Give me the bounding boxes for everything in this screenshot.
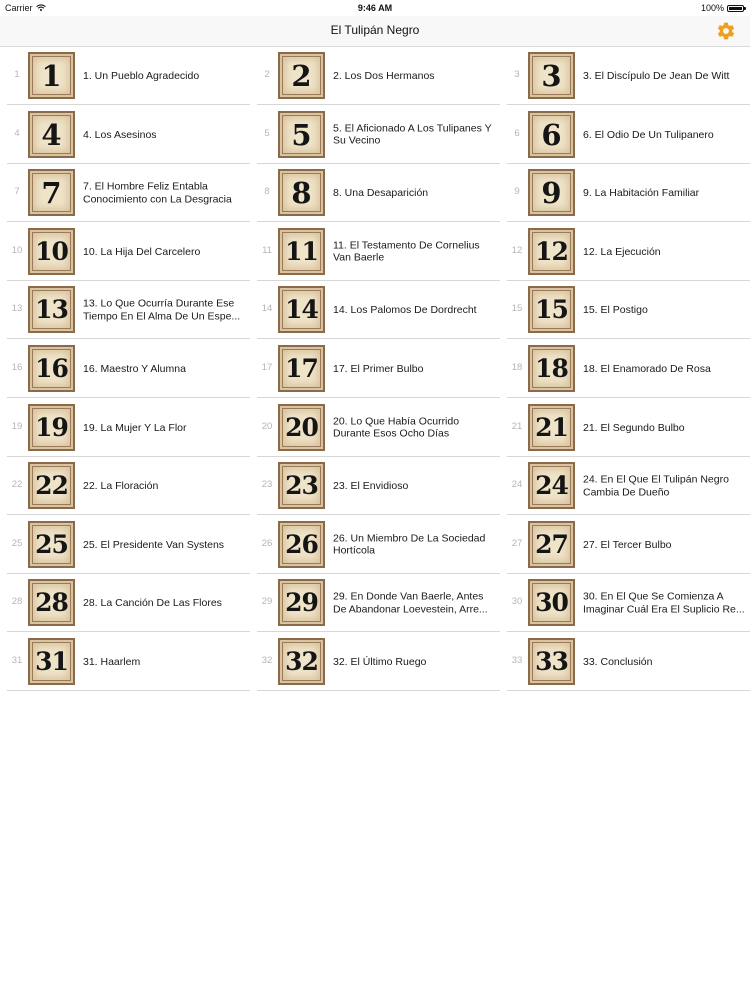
chapter-title: 25. El Presidente Van Systens [83, 538, 225, 551]
chapter-index: 26 [261, 537, 273, 549]
chapter-thumbnail [528, 228, 575, 275]
chapter-badge-number: 31 [35, 647, 68, 676]
chapter-cell[interactable] [7, 633, 250, 691]
chapter-badge-number: 13 [35, 295, 68, 325]
chapter-index: 1 [14, 69, 20, 80]
battery-status [701, 3, 744, 13]
chapter-title: 12. La Ejecución [583, 245, 661, 258]
chapter-thumbnail [28, 404, 75, 451]
chapter-cell[interactable] [7, 457, 250, 515]
chapter-badge-number: 5 [291, 117, 312, 152]
chapter-thumbnail [278, 286, 325, 333]
chapter-badge-number: 23 [285, 471, 318, 501]
chapter-index: 9 [514, 186, 520, 198]
chapter-index: 12 [511, 244, 523, 256]
chapter-title: 6. El Odio De Un Tulipanero [583, 128, 714, 141]
chapter-thumbnail [528, 52, 575, 99]
chapter-badge-number: 25 [35, 529, 68, 559]
chapter-badge-number: 14 [285, 295, 318, 325]
chapter-cell[interactable] [507, 47, 750, 105]
chapter-badge-number: 21 [535, 412, 568, 442]
chapter-thumbnail [528, 462, 575, 509]
chapter-thumbnail [278, 579, 325, 626]
chapter-badge-number: 18 [535, 354, 568, 383]
battery-percent: 100% [700, 3, 724, 13]
chapter-badge-number: 16 [35, 354, 68, 383]
chapter-index: 3 [514, 69, 520, 80]
page-title: El Tulipán Negro [330, 23, 420, 37]
chapter-title: 30. En El Que Se Comienza A Imaginar Cuál Era El Suplicio Re... [583, 590, 745, 616]
chapter-title: 2. Los Dos Hermanos [333, 69, 435, 82]
chapter-thumbnail [278, 404, 325, 451]
chapter-thumbnail [278, 169, 325, 216]
chapter-cell[interactable] [507, 633, 750, 691]
chapter-index: 2 [264, 69, 270, 80]
chapter-title: 14. Los Palomos De Dordrecht [333, 304, 477, 317]
chapter-badge-number: 26 [285, 529, 318, 559]
chapter-thumbnail [28, 228, 75, 275]
chapter-index: 15 [511, 303, 523, 315]
chapter-cell[interactable] [257, 516, 500, 574]
chapter-title: 1. Un Pueblo Agradecido [83, 69, 200, 82]
chapter-title: 18. El Enamorado De Rosa [583, 362, 711, 375]
chapter-title: 24. En El Que El Tulipán Negro Cambia De Dueño [583, 473, 729, 499]
chapter-badge-number: 15 [535, 295, 568, 325]
chapter-title: 16. Maestro Y Alumna [83, 362, 186, 375]
chapter-thumbnail [528, 111, 575, 158]
chapter-thumbnail [528, 404, 575, 451]
chapter-title: 21. El Segundo Bulbo [583, 421, 685, 434]
chapter-title: 17. El Primer Bulbo [333, 362, 424, 375]
cell-separator [507, 690, 750, 691]
chapter-badge-number: 10 [35, 236, 68, 266]
chapter-index: 16 [11, 362, 23, 373]
chapter-cell[interactable] [257, 281, 500, 339]
chapter-index: 23 [261, 479, 273, 491]
chapter-badge-number: 4 [41, 117, 62, 152]
chapter-badge-number: 30 [535, 588, 568, 618]
chapter-cell[interactable] [507, 399, 750, 457]
chapter-badge-number: 20 [285, 412, 318, 442]
chapter-index: 25 [11, 537, 23, 549]
chapter-index: 31 [11, 655, 23, 666]
chapter-title: 28. La Canción De Las Flores [83, 597, 222, 610]
battery-fill [729, 7, 742, 10]
chapter-cell[interactable] [7, 47, 250, 105]
chapter-badge-number: 24 [535, 471, 568, 501]
chapter-title: 22. La Floración [83, 479, 159, 492]
chapter-index: 30 [511, 596, 523, 608]
chapter-thumbnail [28, 638, 75, 685]
chapter-title: 10. La Hija Del Carcelero [83, 245, 201, 258]
chapter-title: 11. El Testamento De Cornelius Van Baerle [333, 239, 480, 264]
chapter-thumbnail [278, 52, 325, 99]
chapter-badge-number: 8 [291, 176, 312, 211]
chapter-badge-number: 28 [35, 588, 68, 618]
chapter-thumbnail [278, 111, 325, 158]
chapter-thumbnail [278, 345, 325, 392]
chapter-index: 29 [261, 596, 273, 608]
chapter-badge-number: 3 [541, 59, 562, 93]
chapter-cell[interactable] [507, 223, 750, 281]
chapter-badge-number: 27 [535, 529, 568, 559]
chapter-cell[interactable] [507, 516, 750, 574]
chapter-cell[interactable] [257, 106, 500, 164]
chapter-index: 4 [14, 127, 20, 139]
battery-icon [727, 5, 744, 12]
chapter-cell[interactable] [257, 633, 500, 691]
chapter-index: 27 [511, 537, 523, 549]
status-time: 9:46 AM [357, 3, 393, 13]
chapter-badge-number: 1 [41, 59, 62, 93]
chapter-cell[interactable] [507, 106, 750, 164]
chapter-title: 7. El Hombre Feliz Entabla Conocimiento con La Desgracia [83, 180, 232, 206]
chapter-index: 8 [264, 186, 270, 198]
chapter-thumbnail [28, 111, 75, 158]
chapter-thumbnail [278, 462, 325, 509]
chapter-cell[interactable] [257, 457, 500, 515]
chapter-title: 33. Conclusión [583, 655, 653, 668]
chapter-thumbnail [528, 286, 575, 333]
chapter-thumbnail [528, 345, 575, 392]
chapter-thumbnail [28, 52, 75, 99]
chapter-thumbnail [278, 228, 325, 275]
chapter-index: 10 [11, 244, 23, 256]
chapter-title: 9. La Habitación Familiar [583, 186, 700, 199]
chapter-cell[interactable] [257, 47, 500, 105]
chapter-badge-number: 7 [41, 176, 62, 211]
chapter-badge-number: 17 [285, 354, 318, 383]
chapter-title: 4. Los Asesinos [83, 128, 157, 141]
chapter-title: 29. En Donde Van Baerle, Antes De Abandonar Loevestein, Arre... [333, 590, 488, 616]
chapter-index: 20 [261, 420, 273, 432]
cell-separator [7, 690, 250, 691]
chapter-title: 8. Una Desaparición [333, 186, 429, 199]
chapter-cell[interactable] [507, 281, 750, 339]
chapter-thumbnail [528, 521, 575, 568]
chapter-thumbnail [528, 169, 575, 216]
chapter-cell[interactable] [7, 281, 250, 339]
chapter-index: 6 [514, 127, 520, 139]
chapter-index: 24 [511, 479, 523, 491]
chapter-title: 19. La Mujer Y La Flor [83, 421, 187, 434]
chapter-thumbnail [528, 638, 575, 685]
chapter-thumbnail [28, 286, 75, 333]
chapter-index: 28 [11, 596, 23, 608]
chapter-thumbnail [278, 521, 325, 568]
chapter-title: 20. Lo Que Había Ocurrido Durante Esos Ocho Días [333, 415, 460, 440]
chapter-index: 17 [261, 362, 273, 373]
chapter-badge-number: 22 [35, 471, 68, 501]
chapter-title: 31. Haarlem [83, 655, 141, 668]
chapter-thumbnail [28, 462, 75, 509]
carrier-label: Carrier [5, 3, 33, 13]
chapter-badge-number: 32 [285, 647, 318, 676]
chapter-index: 13 [11, 303, 23, 315]
chapter-cell[interactable] [257, 164, 500, 222]
chapter-thumbnail [28, 345, 75, 392]
chapter-index: 5 [264, 127, 270, 139]
chapter-index: 32 [261, 655, 273, 666]
chapter-thumbnail [28, 579, 75, 626]
chapter-cell[interactable] [507, 457, 750, 515]
chapter-cell[interactable] [7, 223, 250, 281]
chapter-badge-number: 29 [285, 588, 318, 618]
settings-button[interactable] [716, 21, 736, 41]
chapter-cell[interactable] [507, 164, 750, 222]
chapter-title: 5. El Aficionado A Los Tulipanes Y Su Vecino [333, 122, 492, 147]
chapter-index: 22 [11, 479, 23, 491]
chapter-cell[interactable] [7, 164, 250, 222]
chapter-index: 18 [511, 362, 523, 373]
chapter-badge-number: 2 [291, 59, 312, 93]
chapter-badge-number: 6 [541, 117, 562, 152]
chapter-cell[interactable] [7, 516, 250, 574]
gear-icon [716, 21, 736, 41]
chapter-title: 13. Lo Que Ocurría Durante Ese Tiempo En El Alma De Un Espe... [83, 297, 241, 323]
chapter-title: 27. El Tercer Bulbo [583, 538, 672, 551]
chapter-cell[interactable] [7, 106, 250, 164]
chapter-title: 23. El Envidioso [333, 479, 409, 492]
chapter-index: 33 [511, 655, 523, 666]
chapter-title: 15. El Postigo [583, 304, 648, 317]
chapter-index: 7 [14, 186, 20, 198]
chapter-cell[interactable] [7, 574, 250, 632]
chapter-badge-number: 11 [285, 236, 318, 266]
chapter-index: 11 [262, 244, 272, 256]
chapter-badge-number: 33 [535, 647, 568, 676]
chapter-title: 32. El Último Ruego [333, 655, 427, 668]
chapter-index: 14 [261, 303, 273, 315]
cell-separator [257, 690, 500, 691]
chapter-badge-number: 9 [541, 176, 562, 211]
status-bar [0, 0, 750, 16]
chapter-title: 3. El Discípulo De Jean De Witt [583, 69, 730, 82]
chapter-cell[interactable] [507, 574, 750, 632]
chapter-thumbnail [528, 579, 575, 626]
chapter-cell[interactable] [257, 399, 500, 457]
chapter-badge-number: 19 [35, 412, 68, 442]
chapter-cell[interactable] [7, 340, 250, 398]
chapter-cell[interactable] [257, 340, 500, 398]
navigation-bar [0, 16, 750, 47]
chapter-cell[interactable] [257, 574, 500, 632]
chapter-index: 19 [11, 420, 23, 432]
chapter-cell[interactable] [507, 340, 750, 398]
chapter-title: 26. Un Miembro De La Sociedad Hortícola [333, 532, 486, 557]
chapter-thumbnail [28, 169, 75, 216]
chapter-thumbnail [278, 638, 325, 685]
chapter-index: 21 [511, 420, 523, 432]
chapter-thumbnail [28, 521, 75, 568]
chapter-cell[interactable] [257, 223, 500, 281]
chapter-cell[interactable] [7, 399, 250, 457]
chapter-badge-number: 12 [535, 236, 568, 266]
